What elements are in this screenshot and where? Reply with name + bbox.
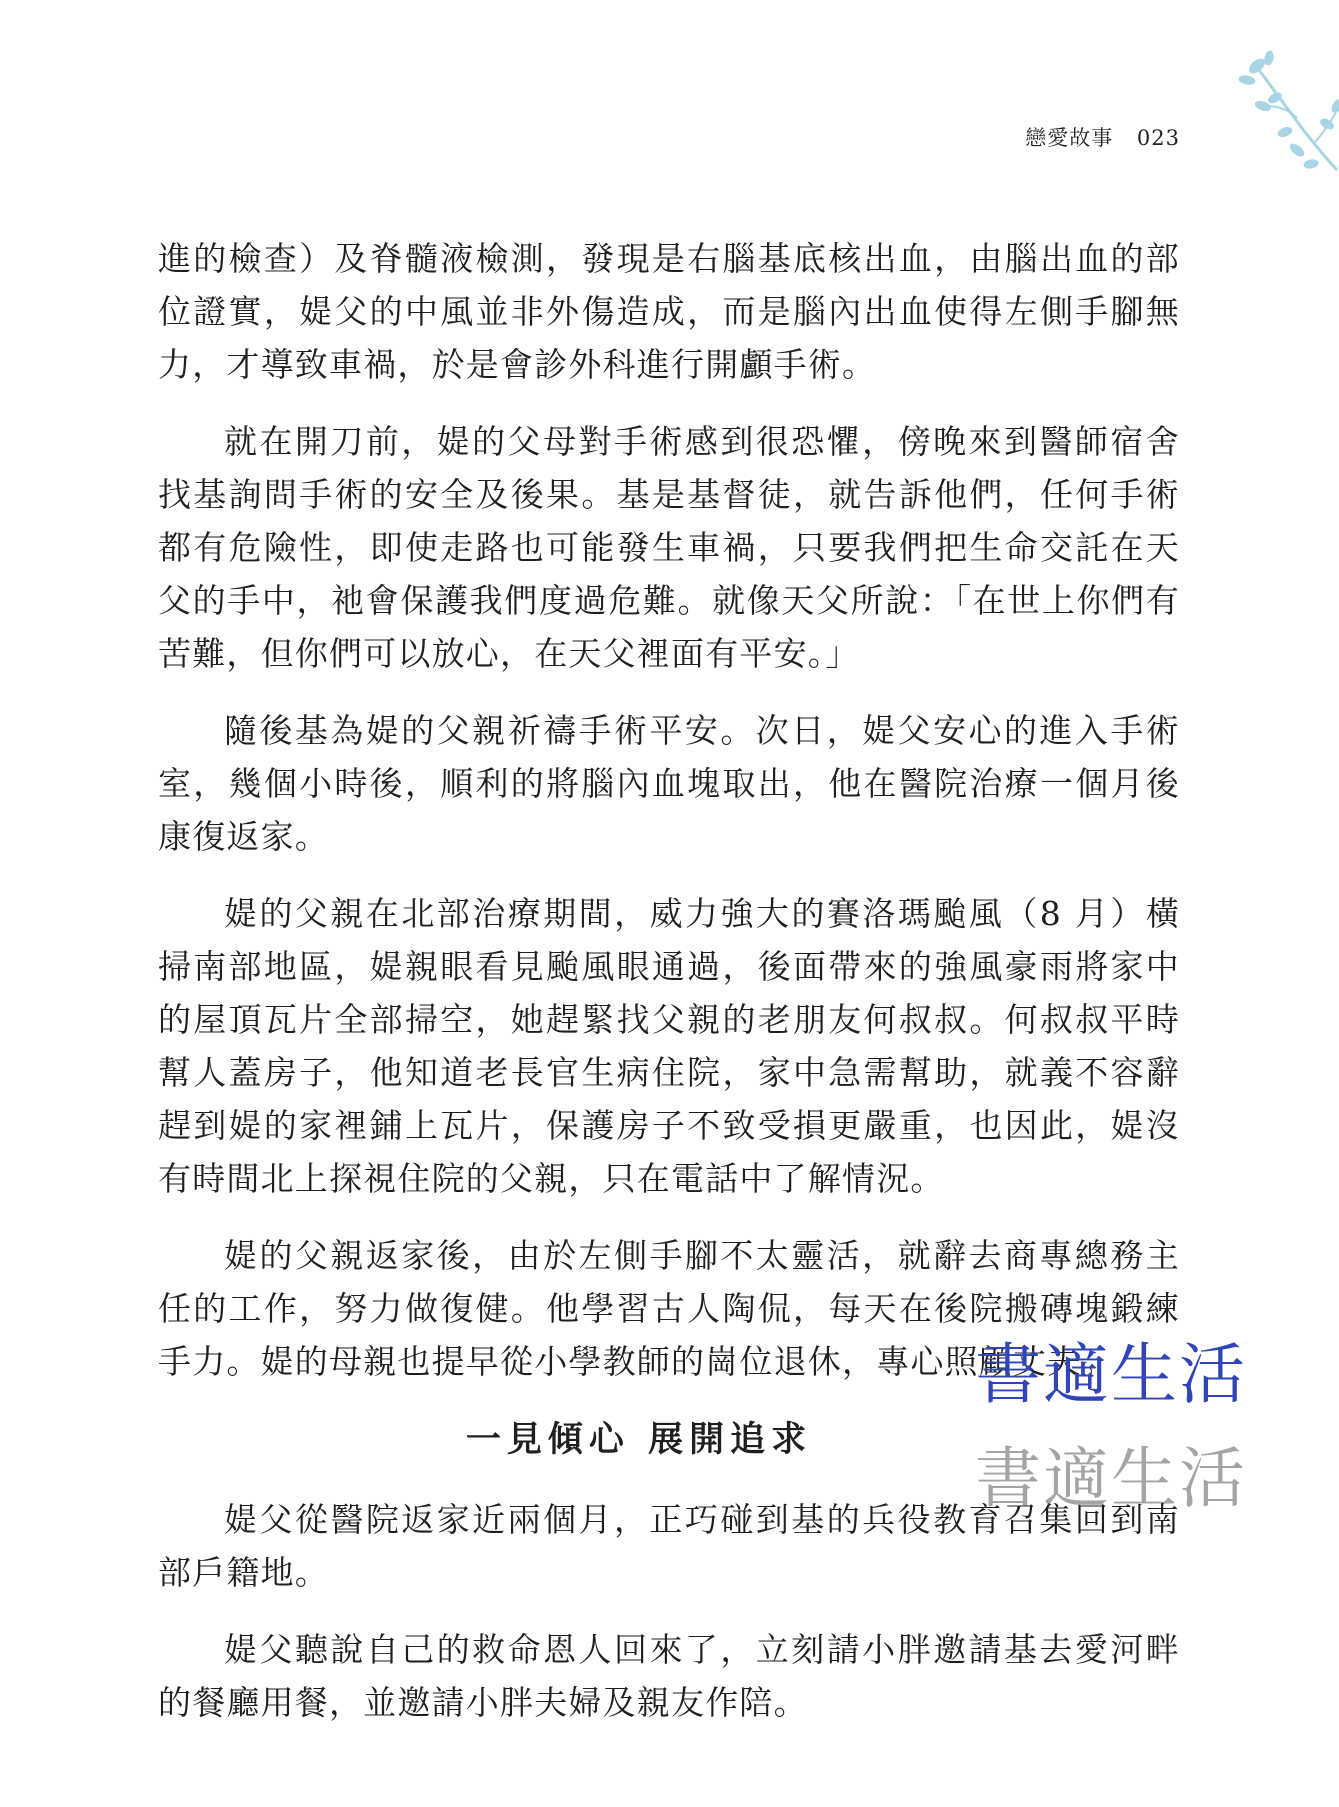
paragraph: 媞的父親返家後，由於左側手腳不太靈活，就辭去商專總務主任的工作，努力做復健。他學習古人陶侃，每天在後院搬磚塊鍛練手力。媞的母親也提早從小學教師的崗位退休，專心照顧丈夫。: [158, 1236, 1180, 1381]
running-header: [900, 122, 1180, 152]
paragraph: 媞的父親在北部治療期間，威力強大的賽洛瑪颱風（8 月）橫掃南部地區，媞親眼看見颱風眼通過，後面帶來的強風豪雨將家中的屋頂瓦片全部掃空，她趕緊找父親的老朋友何叔叔。何叔叔平時幫人蓋房子，他知道老長官生病住院，家中急需幫助，就義不容辭趕到媞的家裡鋪上瓦片，保護房子不致受損更嚴重，也因此，媞沒有時間北上探視住院的父親，只在電話中了解情況。: [158, 894, 1180, 1198]
branch-leaves-icon: [1219, 40, 1339, 180]
page-number: 023: [1136, 126, 1180, 150]
chapter-title: 戀愛故事: [1025, 126, 1114, 150]
watermark-secondary: 書適生活: [975, 1440, 1247, 1517]
paragraph: 隨後基為媞的父親祈禱手術平安。次日，媞父安心的進入手術室，幾個小時後，順利的將腦內血塊取出，他在醫院治療一個月後康復返家。: [158, 711, 1180, 856]
page-body: [158, 232, 1180, 1753]
paragraph: 進的檢查）及脊髓液檢測，發現是右腦基底核出血，由腦出血的部位證實，媞父的中風並非外傷造成，而是腦內出血使得左側手腳無力，才導致車禍，於是會診外科進行開顱手術。: [158, 239, 1180, 384]
paragraph: 就在開刀前，媞的父母對手術感到很恐懼，傍晚來到醫師宿舍找基詢問手術的安全及後果。基是基督徒，就告訴他們，任何手術都有危險性，即使走路也可能發生車禍，只要我們把生命交託在天父的手中，祂會保護我們度過危難。就像天父所說：「在世上你們有苦難，但你們可以放心，在天父裡面有平安。」: [158, 422, 1180, 673]
paragraph: 媞父從醫院返家近兩個月，正巧碰到基的兵役教育召集回到南部戶籍地。: [158, 1500, 1180, 1592]
watermark-primary: 書適生活: [975, 1336, 1247, 1413]
section-heading: 一見傾心 展開追求: [465, 1420, 813, 1460]
paragraph: 媞父聽說自己的救命恩人回來了，立刻請小胖邀請基去愛河畔的餐廳用餐，並邀請小胖夫婦及親友作陪。: [158, 1630, 1180, 1722]
